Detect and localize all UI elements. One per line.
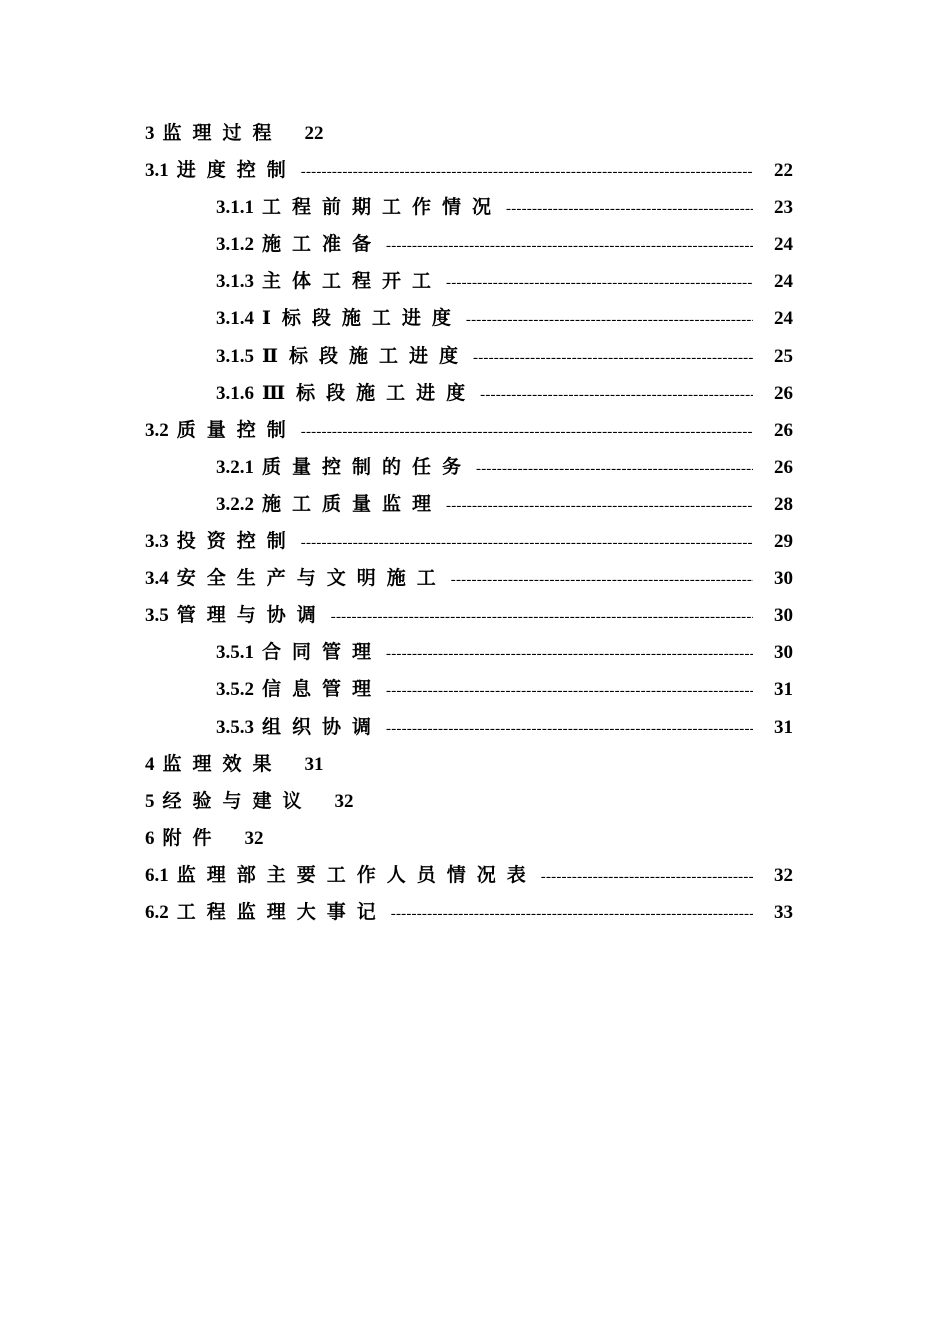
- toc-entry-number: 6.2: [145, 901, 169, 923]
- toc-entry[interactable]: [145, 115, 793, 152]
- toc-entry[interactable]: [145, 300, 793, 337]
- toc-entry-page-number: 24: [774, 308, 793, 330]
- toc-entry[interactable]: [145, 560, 793, 597]
- toc-entry-number: 5: [145, 790, 155, 812]
- toc-entry-page-number: 31: [774, 679, 793, 701]
- toc-entry-title: 经验与建议: [162, 789, 313, 812]
- toc-entry[interactable]: [145, 709, 793, 746]
- toc-entry[interactable]: [145, 449, 793, 486]
- toc-entry-title: 附件: [162, 826, 223, 849]
- toc-entry-number: 3.3: [145, 531, 169, 553]
- toc-dash-leader: [451, 562, 753, 599]
- toc-dash-leader: [386, 673, 753, 710]
- toc-entry[interactable]: [145, 375, 793, 412]
- toc-entry-number: 3.5.3: [216, 716, 254, 738]
- toc-entry-number: 3.1: [145, 160, 169, 182]
- toc-dash-leader: [480, 377, 753, 414]
- toc-entry-title: 信息管理: [262, 678, 383, 701]
- toc-entry-number: 3.2: [145, 419, 169, 441]
- toc-dash-leader: [386, 711, 753, 748]
- toc-entry[interactable]: [145, 189, 793, 226]
- toc-entry-title: 质量控制的任务: [262, 455, 473, 478]
- toc-entry-title: 安全生产与文明施工: [176, 567, 447, 590]
- toc-entry-page-number: 30: [774, 642, 793, 664]
- toc-entry-number: 3.1.3: [216, 271, 254, 293]
- toc-entry-page-number: 22: [304, 123, 324, 144]
- toc-entry[interactable]: [145, 486, 793, 523]
- toc-entry-title: 管理与协调: [176, 604, 327, 627]
- toc-entry-title: 合同管理: [262, 641, 383, 664]
- toc-entry-page-number: 23: [774, 197, 793, 219]
- toc-entry-title: Ⅲ标段施工进度: [262, 381, 477, 404]
- toc-entry-number: 3.5: [145, 605, 169, 627]
- toc-entry-page-number: 28: [774, 493, 793, 515]
- toc-entry[interactable]: [145, 226, 793, 263]
- toc-dash-leader: [506, 191, 753, 228]
- toc-dash-leader: [476, 451, 753, 488]
- toc-entry[interactable]: [145, 894, 793, 931]
- toc-entry[interactable]: [145, 338, 793, 375]
- toc-dash-leader: [466, 302, 753, 339]
- toc-dash-leader: [391, 896, 753, 933]
- toc-entry-number: 3.2.2: [216, 493, 254, 515]
- toc-dash-leader: [386, 636, 753, 673]
- toc-entry-title: 质量控制: [176, 418, 297, 441]
- toc-entry-page-number: 31: [304, 753, 324, 775]
- toc-entry-title: 工程前期工作情况: [262, 196, 503, 219]
- toc-entry-page-number: 24: [774, 271, 793, 293]
- toc-entry-page-number: 33: [774, 901, 793, 923]
- toc-entry[interactable]: [145, 634, 793, 671]
- toc-entry[interactable]: [145, 746, 793, 783]
- toc-dash-leader: [301, 154, 753, 191]
- toc-entry-number: 6.1: [145, 864, 169, 886]
- toc-entry[interactable]: [145, 152, 793, 189]
- toc-entry[interactable]: [145, 263, 793, 300]
- toc-dash-leader: [446, 265, 753, 302]
- toc-entry-number: 4: [145, 753, 155, 775]
- toc-dash-leader: [473, 340, 753, 377]
- toc-entry-number: 3.1.5: [216, 345, 254, 367]
- toc-entry-page-number: 29: [774, 531, 793, 553]
- toc-entry-page-number: 25: [774, 345, 793, 367]
- toc-entry-title: 监理效果: [162, 752, 283, 775]
- toc-dash-leader: [446, 488, 753, 525]
- toc-entry-page-number: 26: [774, 382, 793, 404]
- toc-entry-page-number: 31: [774, 716, 793, 738]
- toc-entry-number: 6: [145, 827, 155, 849]
- toc-entry[interactable]: [145, 597, 793, 634]
- toc-entry-page-number: 30: [774, 605, 793, 627]
- toc-entry[interactable]: [145, 857, 793, 894]
- toc-entry-title: Ⅰ标段施工进度: [262, 307, 462, 330]
- toc-entry-title: 投资控制: [176, 530, 297, 553]
- toc-entry-page-number: 26: [774, 419, 793, 441]
- toc-entry-number: 3.5.2: [216, 679, 254, 701]
- toc-entry-number: 3.5.1: [216, 642, 254, 664]
- toc-entry[interactable]: [145, 412, 793, 449]
- toc-entry[interactable]: [145, 783, 793, 820]
- table-of-contents: [145, 115, 793, 931]
- toc-entry-number: 3.4: [145, 568, 169, 590]
- toc-entry-number: 3.1.6: [216, 382, 254, 404]
- toc-entry-number: 3.1.1: [216, 197, 254, 219]
- toc-entry-page-number: 24: [774, 234, 793, 256]
- toc-entry-title: 施工准备: [262, 233, 383, 256]
- toc-dash-leader: [331, 599, 753, 636]
- toc-entry-title: 监理过程: [162, 122, 283, 144]
- toc-entry[interactable]: [145, 523, 793, 560]
- toc-entry-number: 3: [145, 123, 155, 144]
- toc-entry-page-number: 30: [774, 568, 793, 590]
- toc-entry[interactable]: [145, 671, 793, 708]
- toc-entry-page-number: 26: [774, 456, 793, 478]
- toc-entry-title: 施工质量监理: [262, 492, 443, 515]
- toc-dash-leader: [541, 859, 753, 896]
- toc-entry-title: 工程监理大事记: [176, 900, 387, 923]
- toc-entry-title: 进度控制: [176, 159, 297, 182]
- toc-entry[interactable]: [145, 820, 793, 857]
- toc-entry-number: 3.1.4: [216, 308, 254, 330]
- toc-entry-page-number: 22: [774, 160, 793, 182]
- toc-entry-page-number: 32: [334, 790, 354, 812]
- toc-entry-title: Ⅱ标段施工进度: [262, 344, 470, 367]
- toc-dash-leader: [301, 525, 753, 562]
- toc-entry-page-number: 32: [244, 827, 264, 849]
- toc-entry-number: 3.2.1: [216, 456, 254, 478]
- toc-entry-title: 组织协调: [262, 715, 383, 738]
- toc-dash-leader: [386, 228, 753, 265]
- toc-entry-number: 3.1.2: [216, 234, 254, 256]
- toc-entry-page-number: 32: [774, 864, 793, 886]
- toc-entry-title: 主体工程开工: [262, 270, 443, 293]
- toc-dash-leader: [301, 414, 753, 451]
- toc-entry-title: 监理部主要工作人员情况表: [176, 863, 537, 886]
